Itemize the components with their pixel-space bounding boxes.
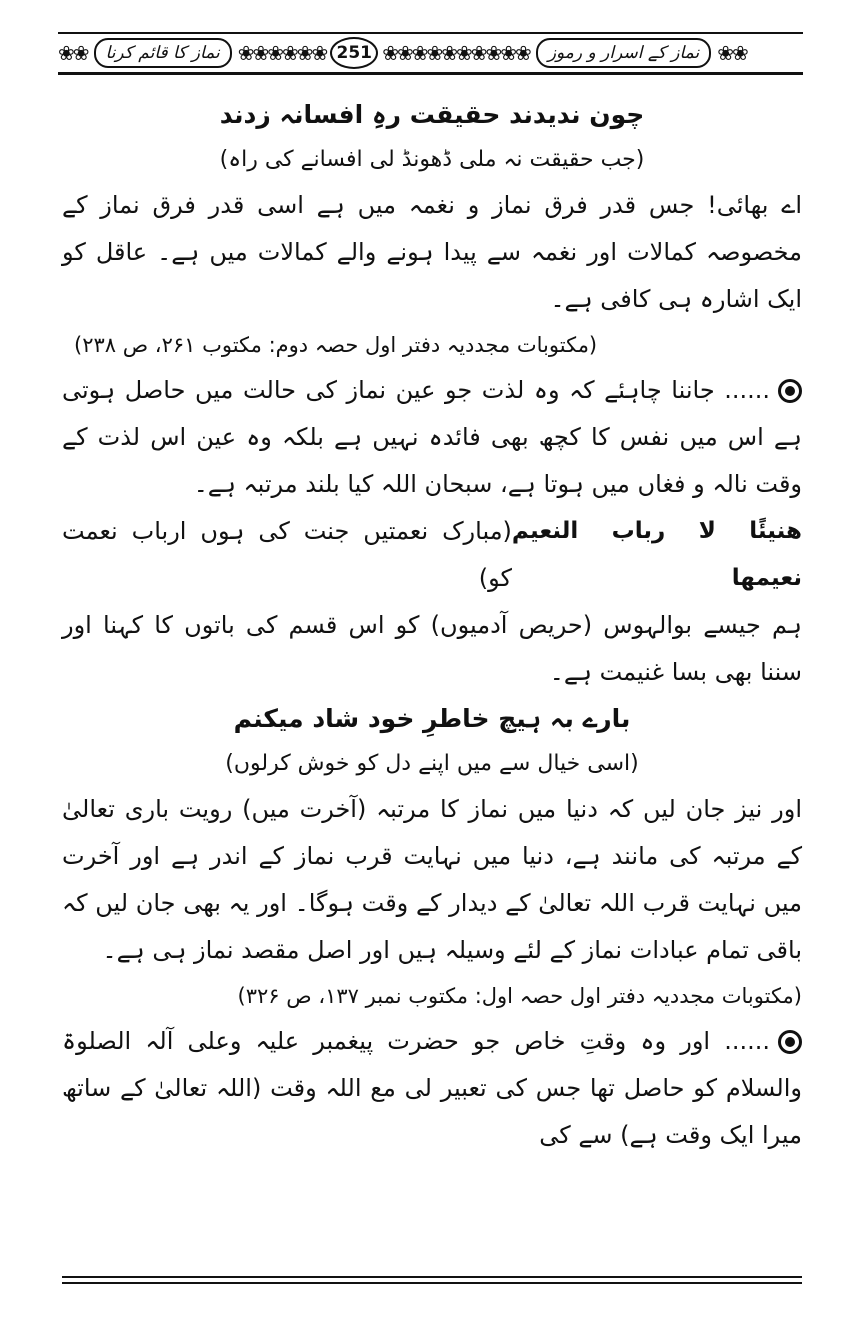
header-rule-bottom [58,72,803,75]
paragraph-1: اے بھائی! جس قدر فرق نماز و نغمہ میں ہے اسی قدر فرق نماز کے مخصوصہ کمالات اور نغمہ سے پیدا ہونے والے کمالات میں ہے۔ عاقل کو ایک اشارہ ہی کافی ہے۔ [62,191,802,313]
footer-rule [62,1276,802,1278]
reference-2: (مکتوبات مجددیہ دفتر اول حصہ اول: مکتوب نمبر ۱۳۷، ص ۳۲۶) [237,984,802,1008]
header-band [58,36,803,70]
arabic-verse: هنيئًا لا رباب النعيم نعيمها [511,518,802,591]
arabic-translation: (مبارک نعمتیں جنت کی ہوں ارباب نعمت کو) [62,517,512,592]
verse-persian-2: بارے بہ ہیچ خاطرِ خود شاد میکنم [233,704,631,733]
paragraph-2 [62,367,802,508]
verse-translation-1: (جب حقیقت نہ ملی ڈھونڈ لی افسانے کی راہ) [219,147,645,172]
arabic-couplet [62,508,802,602]
paragraph-2-text: ...... جاننا چاہئے کہ وہ لذت جو عین نماز کی حالت میں حاصل ہوتی ہے اس میں نفس کا کچھ بھی فائدہ نہیں ہے بلکہ وہ عین اس لذت کے وقت نالہ و فغاں میں ہوتا ہے، سبحان اللہ کیا بلند مرتبہ ہے۔ [62,376,802,498]
page-body [62,92,802,1159]
reference-1: (مکتوبات مجددیہ دفتر اول حصہ دوم: مکتوب ۲۶۱، ص ۲۳۸) [74,333,598,357]
bullet-icon [778,379,802,403]
header-rule-top [58,32,803,34]
paragraph-4: اور نیز جان لیں کہ دنیا میں نماز کا مرتبہ (آخرت میں) رویت باری تعالیٰ کے مرتبہ کی مانند ہے، دنیا میں نہایت قرب نماز کے اندر ہے اور آخرت میں نہایت قرب اللہ تعالیٰ کے دیدار کے وقت ہوگا۔ اور یہ بھی جان لیں کہ باقی تمام عبادات نماز کے لئے وسیلہ ہیں اور اصل مقصد نماز ہی ہے۔ [62,795,802,964]
verse-persian-1: چون ندیدند حقیقت رہِ افسانہ زدند [219,100,645,129]
footer-rule-double [62,1282,802,1284]
paragraph-5 [62,1018,802,1159]
book-title: نماز کے اسرار و رموز [536,38,711,68]
page-number: 251 [330,37,378,69]
ornament-left-icon: ❀❀ [58,41,88,65]
ornament-mid-left-icon: ❀❀❀❀❀❀ [237,41,327,65]
ornament-mid-right-icon: ❀❀❀❀❀❀❀❀❀❀ [382,41,530,65]
page-header [58,28,803,78]
ornament-right-icon: ❀❀ [717,41,747,65]
chapter-title: نماز کا قائم کرنا [94,38,232,68]
bullet-icon [778,1030,802,1054]
verse-translation-2: (اسی خیال سے میں اپنے دل کو خوش کرلوں) [225,751,639,776]
paragraph-5-text: ...... اور وہ وقتِ خاص جو حضرت پیغمبر علیہ وعلی آلہ الصلوۃ والسلام کو حاصل تھا جس کی تعبیر لی مع اللہ وقت (اللہ تعالیٰ کے ساتھ میرا ایک وقت ہے) سے کی [62,1027,802,1149]
paragraph-3: ہم جیسے بوالہوس (حریص آدمیوں) کو اس قسم کی باتوں کا کہنا اور سننا بھی بسا غنیمت ہے۔ [62,611,802,686]
